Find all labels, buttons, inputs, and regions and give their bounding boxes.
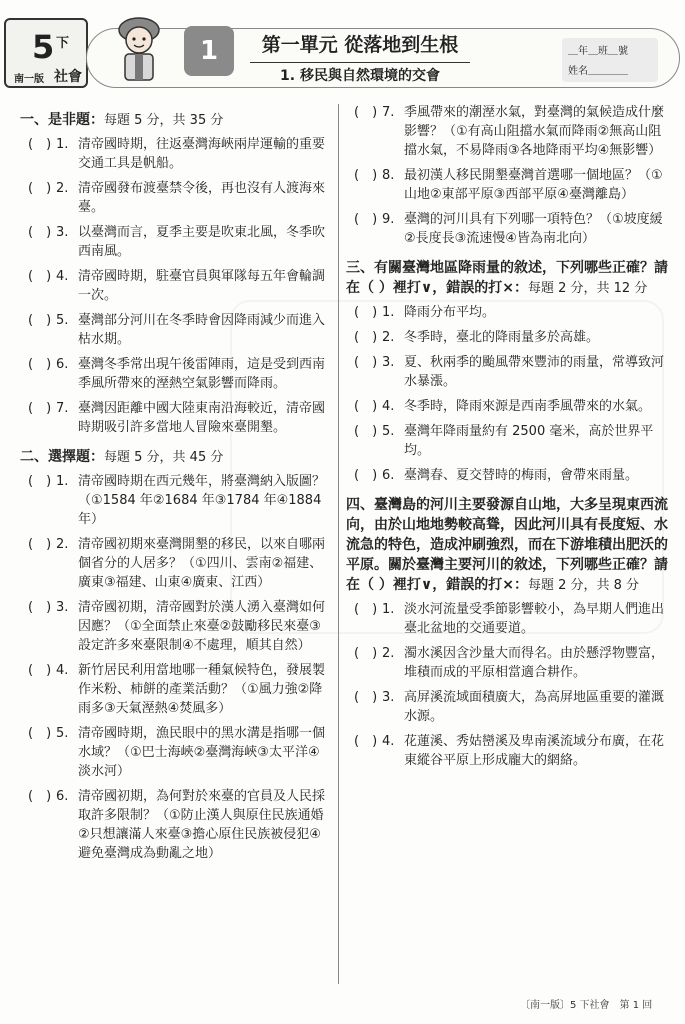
section-title: 三、有關臺灣地區降雨量的敘述，下列哪些正確？請在（ ）裡打∨，錯誤的打×： <box>346 260 668 296</box>
question-text: 清帝國初期來臺灣開墾的移民，以來自哪兩個省分的人居多？（①四川、雲南②福建、廣東③福建、山東④廣東、江西） <box>78 537 326 590</box>
question-number: 6. <box>56 357 69 372</box>
question-item <box>20 787 330 863</box>
question-text: 高屏溪流域面積廣大，為高屏地區重要的灌溉水源。 <box>404 690 665 724</box>
section-rivers <box>346 495 668 596</box>
question-text: 濁水溪因含沙量大而得名。由於懸浮物豐富，堆積而成的平原相當適合耕作。 <box>404 646 665 680</box>
section-title: 一、是非題： <box>20 112 104 128</box>
question-item <box>346 732 668 770</box>
question-text: 以臺灣而言，夏季主要是吹東北風，冬季吹西南風。 <box>78 225 326 259</box>
question-text: 清帝國時期在西元幾年，將臺灣納入版圖？（①1584 年②1684 年③1784 年④1884 年） <box>78 474 326 527</box>
question-text: 淡水河流量受季節影響較小，為早期人們進出臺北盆地的交通要道。 <box>404 602 665 636</box>
question-text: 季風帶來的潮溼水氣，對臺灣的氣候造成什麼影響？（①有高山阻擋水氣而降雨②無高山阻擋水氣，不易降雨③各地降雨平均④無影響） <box>404 105 665 158</box>
question-text: 清帝國初期，清帝國對於漢人湧入臺灣如何因應？（①全面禁止來臺②鼓勵移民來臺③設定許多來臺限制④不處理，順其自然） <box>78 600 326 653</box>
lesson-title: 1. 移民與自然環境的交會 <box>250 62 470 85</box>
question-item <box>346 422 668 460</box>
answer-blank[interactable]: ( ) <box>28 401 52 416</box>
question-text: 臺灣冬季常出現午後雷陣雨，這是受到西南季風所帶來的溼熱空氣影響而降雨。 <box>78 357 326 391</box>
section-scoring: 每題 5 分，共 45 分 <box>104 450 224 465</box>
section-scoring: 每題 5 分，共 35 分 <box>104 113 224 128</box>
question-list-s4 <box>346 600 668 770</box>
question-number: 9. <box>382 212 395 227</box>
section-scoring: 每題 2 分，共 8 分 <box>527 578 640 593</box>
question-text: 冬季時，降雨來源是西南季風帶來的水氣。 <box>404 399 652 414</box>
question-text: 臺灣因距離中國大陸東南沿海較近，清帝國時期吸引許多當地人冒險來臺開墾。 <box>78 401 326 435</box>
question-list-s3 <box>346 303 668 485</box>
question-number: 1. <box>56 474 69 489</box>
answer-blank[interactable]: ( ) <box>354 399 378 414</box>
question-number: 4. <box>382 734 395 749</box>
question-text: 臺灣春、夏交替時的梅雨，會帶來雨量。 <box>404 468 639 483</box>
question-number: 6. <box>56 789 69 804</box>
question-item <box>20 223 330 261</box>
answer-blank[interactable]: ( ) <box>354 168 378 183</box>
term-label: 下 <box>56 36 70 51</box>
question-number: 1. <box>382 305 395 320</box>
question-item <box>346 166 668 204</box>
question-number: 5. <box>56 313 69 328</box>
question-item <box>20 472 330 529</box>
question-number: 2. <box>56 537 69 552</box>
answer-blank[interactable]: ( ) <box>354 602 378 617</box>
answer-blank[interactable]: ( ) <box>354 355 378 370</box>
question-item <box>20 724 330 781</box>
question-text: 臺灣的河川具有下列哪一項特色？（①坡度緩②長度長③流速慢④皆為南北向） <box>404 212 663 246</box>
question-text: 清帝國初期，為何對於來臺的官員及人民採取許多限制？（①防止漢人與原住民族通婚②只想讓滿人來臺③擔心原住民族被侵犯④避免臺灣成為動亂之地） <box>78 789 326 861</box>
question-text: 清帝國發布渡臺禁令後，再也沒有人渡海來臺。 <box>78 181 326 215</box>
left-column <box>20 100 330 869</box>
question-number: 2. <box>382 646 395 661</box>
answer-blank[interactable]: ( ) <box>28 474 52 489</box>
question-item <box>346 303 668 322</box>
section-title: 二、選擇題： <box>20 449 104 465</box>
answer-blank[interactable]: ( ) <box>354 690 378 705</box>
question-number: 6. <box>382 468 395 483</box>
section-title: 四、臺灣島的河川主要發源自山地，大多呈現東西流向，由於山地地勢較高聳，因此河川具有長度短、水流急的特色，造成沖刷強烈，而在下游堆積出肥沃的平原。關於臺灣主要河川的敘述，下列哪些正確？請在（ ）裡打∨，錯誤的打×： <box>346 497 668 593</box>
question-item <box>346 466 668 485</box>
answer-blank[interactable]: ( ) <box>354 646 378 661</box>
answer-blank[interactable]: ( ) <box>354 105 378 120</box>
column-divider <box>338 104 339 984</box>
question-item <box>20 661 330 718</box>
right-column <box>346 100 668 776</box>
answer-blank[interactable]: ( ) <box>28 600 52 615</box>
question-number: 4. <box>56 663 69 678</box>
question-item <box>20 399 330 437</box>
question-number: 4. <box>56 269 69 284</box>
question-item <box>20 535 330 592</box>
answer-blank[interactable]: ( ) <box>354 330 378 345</box>
answer-blank[interactable]: ( ) <box>28 357 52 372</box>
answer-blank[interactable]: ( ) <box>354 734 378 749</box>
question-text: 清帝國時期，駐臺官員與軍隊每五年會輪調一次。 <box>78 269 326 303</box>
question-number: 3. <box>56 225 69 240</box>
section-true-false <box>20 110 330 131</box>
question-text: 花蓮溪、秀姑巒溪及卑南溪流域分布廣，在花東縱谷平原上形成龐大的網絡。 <box>404 734 665 768</box>
question-item <box>346 644 668 682</box>
question-number: 7. <box>382 105 395 120</box>
unit-number-badge: 1 <box>184 26 234 76</box>
question-text: 降雨分布平均。 <box>404 305 496 320</box>
question-text: 冬季時，臺北的降雨量多於高雄。 <box>404 330 600 345</box>
question-list-s2-left <box>20 472 330 863</box>
question-item <box>20 179 330 217</box>
question-item <box>346 103 668 160</box>
question-number: 1. <box>56 137 69 152</box>
question-item <box>346 353 668 391</box>
question-text: 臺灣年降雨量約有 2500 毫米，高於世界平均。 <box>404 424 654 458</box>
answer-blank[interactable]: ( ) <box>28 269 52 284</box>
answer-blank[interactable]: ( ) <box>28 789 52 804</box>
question-number: 7. <box>56 401 69 416</box>
section-multiple-choice <box>20 447 330 468</box>
question-number: 2. <box>56 181 69 196</box>
question-item <box>346 397 668 416</box>
question-item <box>20 598 330 655</box>
question-item <box>346 210 668 248</box>
question-text: 最初漢人移民開墾臺灣首選哪一個地區？（①山地②東部平原③西部平原④臺灣離島） <box>404 168 663 202</box>
question-item <box>20 267 330 305</box>
question-item <box>346 328 668 347</box>
question-text: 清帝國時期，漁民眼中的黑水溝是指哪一個水域？（①巴士海峽②臺灣海峽③太平洋④淡水河） <box>78 726 326 779</box>
mascot-illustration <box>108 8 170 88</box>
page-header <box>0 0 685 100</box>
grade-badge <box>4 18 88 88</box>
question-number: 3. <box>382 690 395 705</box>
question-number: 2. <box>382 330 395 345</box>
answer-blank[interactable]: ( ) <box>28 537 52 552</box>
answer-blank[interactable]: ( ) <box>28 225 52 240</box>
unit-title: 第一單元 從落地到生根 <box>261 34 459 56</box>
question-item <box>20 311 330 349</box>
question-item <box>20 135 330 173</box>
grade-number: 5 <box>32 28 55 66</box>
question-item <box>20 355 330 393</box>
answer-blank[interactable]: ( ) <box>28 313 52 328</box>
answer-blank[interactable]: ( ) <box>354 305 378 320</box>
answer-blank[interactable]: ( ) <box>354 468 378 483</box>
publisher-label: 南一版 <box>14 74 44 85</box>
question-number: 8. <box>382 168 395 183</box>
page-footer: 〔南一版〕5 下社會 第 1 回 <box>520 1000 653 1011</box>
question-number: 3. <box>382 355 395 370</box>
question-item <box>346 688 668 726</box>
question-list-s1 <box>20 135 330 437</box>
question-number: 1. <box>382 602 395 617</box>
question-text: 夏、秋兩季的颱風帶來豐沛的雨量，常導致河水暴漲。 <box>404 355 665 389</box>
subject-label: 社會 <box>54 69 82 85</box>
answer-blank[interactable]: ( ) <box>28 726 52 741</box>
section-scoring: 每題 2 分，共 12 分 <box>527 281 648 296</box>
answer-blank[interactable]: ( ) <box>354 424 378 439</box>
answer-blank[interactable]: ( ) <box>28 663 52 678</box>
question-text: 清帝國時期，往返臺灣海峽兩岸運輸的重要交通工具是帆船。 <box>78 137 326 171</box>
answer-blank[interactable]: ( ) <box>28 137 52 152</box>
question-text: 臺灣部分河川在冬季時會因降雨減少而進入枯水期。 <box>78 313 326 347</box>
class-number-line: ＿年＿班＿號 <box>568 46 628 57</box>
question-item <box>346 600 668 638</box>
question-number: 5. <box>382 424 395 439</box>
question-list-s2-right <box>346 103 668 248</box>
question-text: 新竹居民利用當地哪一種氣候特色，發展製作米粉、柿餅的產業活動？（①風力強②降雨多③天氣溼熱④焚風多） <box>78 663 326 716</box>
student-info-box <box>562 38 658 82</box>
answer-blank[interactable]: ( ) <box>354 212 378 227</box>
student-name-line: 姓名＿＿＿＿ <box>568 66 628 77</box>
section-rainfall <box>346 258 668 299</box>
answer-blank[interactable]: ( ) <box>28 181 52 196</box>
question-number: 4. <box>382 399 395 414</box>
question-number: 3. <box>56 600 69 615</box>
question-number: 5. <box>56 726 69 741</box>
